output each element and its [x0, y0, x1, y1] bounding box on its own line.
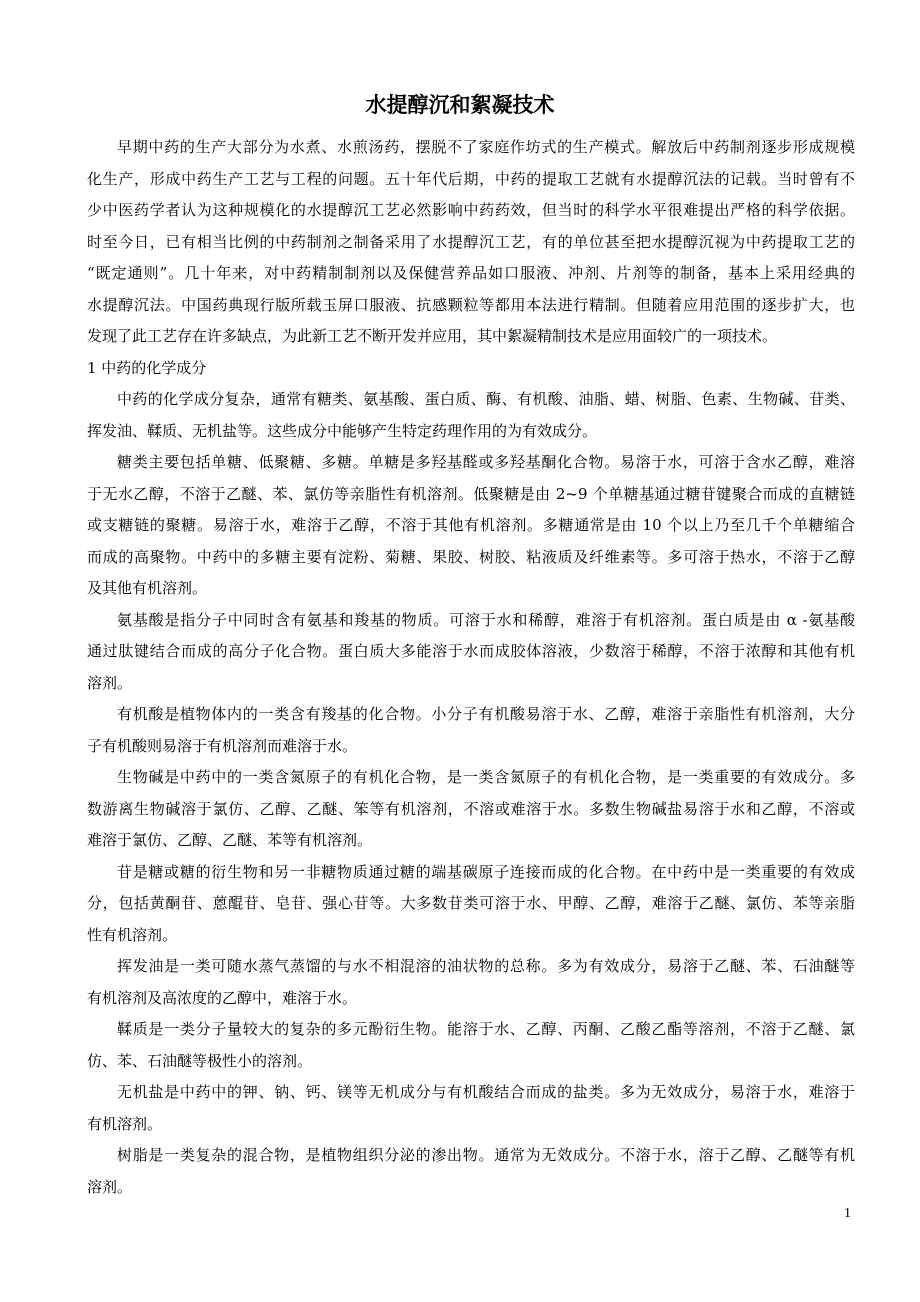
text-line: 挥发油是一类可随水蒸气蒸馏的与水不相混溶的油状物的总称。多为有效成分，易溶于乙醚、苯、石油醚等 [117, 957, 855, 975]
text-line: 有机溶剂。 [87, 1114, 163, 1133]
text-line: 中药的化学成分复杂，通常有糖类、氨基酸、蛋白质、酶、有机酸、油脂、蜡、树脂、色素、生物碱、苷类、 [117, 390, 855, 408]
text-line: 早期中药的生产大部分为水煮、水煎汤药，摆脱不了家庭作坊式的生产模式。解放后中药制剂逐步形成规模 [117, 138, 855, 156]
text-line: 或支糖链的聚糖。易溶于水，难溶于乙醇，不溶于其他有机溶剂。多糖通常是由 10 个以上乃至几千个单糖缩合 [87, 516, 855, 534]
paragraph [87, 951, 855, 1014]
paragraph [87, 1014, 855, 1077]
text-line: 子有机酸则易溶于有机溶剂而难溶于水。 [87, 736, 358, 755]
paragraph [87, 447, 855, 605]
document-title: 水提醇沉和絮凝技术 [365, 93, 555, 117]
paragraph [87, 857, 855, 952]
text-line: 溶剂。 [87, 1177, 133, 1196]
text-line: 发现了此工艺存在许多缺点，为此新工艺不断开发并应用，其中絮凝精制技术是应用面较广的一项技术。 [87, 327, 778, 345]
paragraph [87, 762, 855, 857]
paragraph [87, 605, 855, 700]
text-line: 1 中药的化学成分 [87, 358, 207, 377]
text-line: 性有机溶剂。 [87, 925, 178, 944]
page-number: 1 [844, 1206, 851, 1221]
paragraph [87, 699, 855, 762]
text-line: 分，包括黄酮苷、蒽醌苷、皂苷、强心苷等。大多数苷类可溶于水、甲醇、乙醇，难溶于乙醚、氯仿、苯等亲脂 [87, 894, 855, 912]
text-line: 糖类主要包括单糖、低聚糖、多糖。单糖是多羟基醛或多羟基酮化合物。易溶于水，可溶于含水乙醇，难溶 [117, 453, 855, 471]
text-line: 水提醇沉法。中国药典现行版所载玉屏口服液、抗感颗粒等都用本法进行精制。但随着应用范围的逐步扩大，也 [87, 295, 855, 314]
text-line: 有机酸是植物体内的一类含有羧基的化合物。小分子有机酸易溶于水、乙醇，难溶于亲脂性有机溶剂，大分 [117, 705, 855, 723]
text-line: 少中医药学者认为这种规模化的水提醇沉工艺必然影响中药药效，但当时的科学水平很难提出严格的科学依据。 [87, 201, 855, 219]
text-line: 氨基酸是指分子中同时含有氨基和羧基的物质。可溶于水和稀醇，难溶于有机溶剂。蛋白质是由 α -氨基酸 [117, 610, 855, 629]
text-line: 挥发油、鞣质、无机盐等。这些成分中能够产生特定药理作用的为有效成分。 [87, 421, 598, 440]
text-line: 通过肽键结合而成的高分子化合物。蛋白质大多能溶于水而成胶体溶液，少数溶于稀醇，不溶于浓醇和其他有机 [87, 642, 855, 660]
paragraph [87, 1077, 855, 1140]
text-line: 时至今日，已有相当比例的中药制剂之制备采用了水提醇沉工艺，有的单位甚至把水提醇沉视为中药提取工艺的 [87, 232, 855, 251]
text-line: 苷是糖或糖的衍生物和另一非糖物质通过糖的端基碳原子连接而成的化合物。在中药中是一类重要的有效成 [117, 862, 855, 881]
text-line: 有机溶剂及高浓度的乙醇中，难溶于水。 [87, 988, 358, 1007]
text-line: 生物碱是中药中的一类含氮原子的有机化合物，是一类含氮原子的有机化合物，是一类重要的有效成分。多 [117, 768, 855, 786]
text-line: 难溶于氯仿、乙醇、乙醚、苯等有机溶剂。 [87, 831, 373, 849]
section-heading [87, 353, 855, 385]
text-line: 无机盐是中药中的钾、钠、钙、镁等无机成分与有机酸结合而成的盐类。多为无效成分，易溶于水，难溶于 [117, 1083, 855, 1101]
document-body [87, 132, 855, 1203]
paragraph [87, 1140, 855, 1203]
text-line: “既定通则”。几十年来，对中药精制制剂以及保健营养品如口服液、冲剂、片剂等的制备，基本上采用经典的 [87, 264, 855, 282]
text-line: 数游离生物碱溶于氯仿、乙醇、乙醚、笨等有机溶剂，不溶或难溶于水。多数生物碱盐易溶于水和乙醇，不溶或 [87, 799, 855, 818]
paragraph [87, 384, 855, 447]
text-line: 及其他有机溶剂。 [87, 579, 208, 597]
text-line: 仿、苯、石油醚等极性小的溶剂。 [87, 1051, 313, 1070]
text-line: 树脂是一类复杂的混合物，是植物组织分泌的渗出物。通常为无效成分。不溶于水，溶于乙醇、乙醚等有机 [117, 1146, 855, 1164]
text-line: 而成的高聚物。中药中的多糖主要有淀粉、菊糖、果胶、树胶、粘液质及纤维素等。多可溶于热水，不溶于乙醇 [87, 547, 855, 566]
paragraph [87, 132, 855, 353]
text-line: 溶剂。 [87, 673, 133, 692]
text-line: 于无水乙醇，不溶于乙醚、苯、氯仿等亲脂性有机溶剂。低聚糖是由 2~9 个单糖基通过糖苷键聚合而成的直糖链 [87, 484, 855, 503]
text-line: 鞣质是一类分子量较大的复杂的多元酚衍生物。能溶于水、乙醇、丙酮、乙酸乙酯等溶剂，不溶于乙醚、氯 [117, 1020, 855, 1038]
text-line: 化生产，形成中药生产工艺与工程的问题。五十年代后期，中药的提取工艺就有水提醇沉法的记载。当时曾有不 [87, 169, 855, 188]
